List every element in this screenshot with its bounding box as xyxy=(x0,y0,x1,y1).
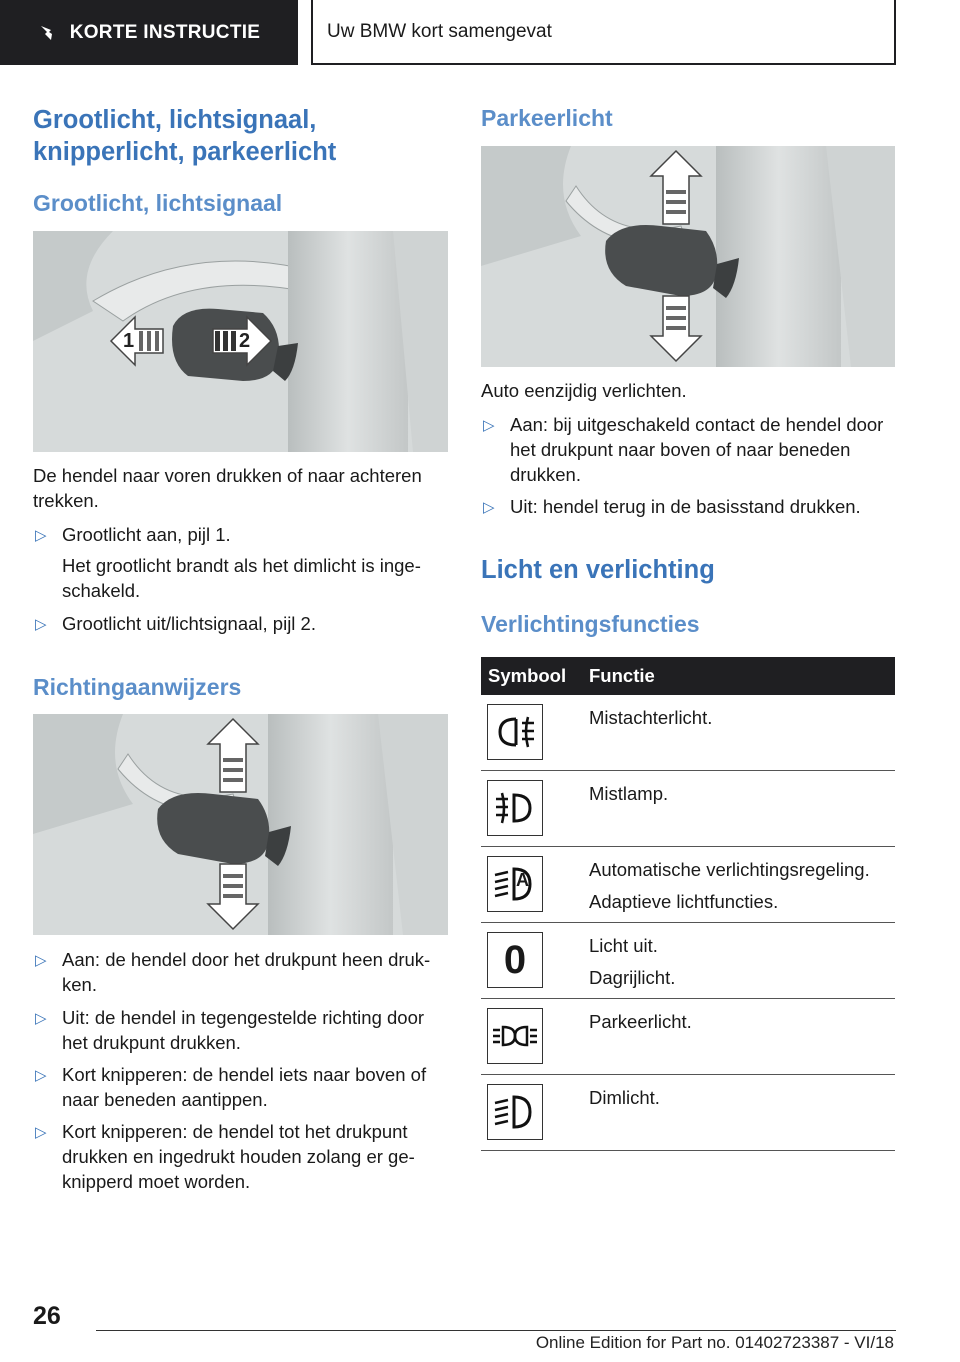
page-title: Grootlicht, lichtsignaal, knipperlicht, parkeerlicht xyxy=(33,106,337,166)
list-item: ▷ Kort knipperen: de hendel iets naar boven of naar beneden aantippen. xyxy=(35,1064,427,1110)
section-title-lighting: Licht en verlichting xyxy=(481,556,715,584)
function-text: Dimlicht. xyxy=(589,1087,660,1108)
high-beam-intro: De hendel naar voren drukken of naar achteren trekken. xyxy=(33,465,422,511)
arrow-label-1: 1 xyxy=(123,330,135,352)
function-text: Automatische verlichtingsregeling. xyxy=(589,859,870,880)
table-row xyxy=(481,695,895,771)
function-text: Mistachterlicht. xyxy=(589,707,713,728)
parking-light-intro: Auto eenzijdig verlichten. xyxy=(481,380,687,401)
function-text: Mistlamp. xyxy=(589,783,669,804)
table-row xyxy=(481,847,895,923)
table-row xyxy=(481,771,895,847)
lighting-functions-table xyxy=(481,657,895,1151)
section-heading-high-beam: Grootlicht, lichtsignaal xyxy=(33,190,283,216)
table-header xyxy=(481,657,895,695)
figure-parking-light-lever xyxy=(481,146,895,367)
function-text: Dagrijlicht. xyxy=(589,967,676,988)
table-row xyxy=(481,923,895,999)
auto-letter: A xyxy=(516,870,529,890)
bullet-triangle-icon: ▷ xyxy=(35,952,47,969)
bullet-triangle-icon: ▷ xyxy=(35,1067,47,1084)
footer-edition: Online Edition for Part no. 01402723387 - VI/18 xyxy=(535,1333,894,1352)
list-item: ▷ Kort knipperen: de hendel tot het drukpunt drukken en ingedrukt houden zolang er ge- knipperd moet worden. xyxy=(35,1121,415,1192)
section-heading-lighting-functions: Verlichtingsfuncties xyxy=(481,611,700,637)
rear-fog-light-icon xyxy=(487,704,543,760)
chapter-title-text: Uw BMW kort samengevat xyxy=(327,20,552,42)
lights-off-digit: 0 xyxy=(503,937,527,982)
list-item: ▷ Aan: de hendel door het drukpunt heen druk- ken. xyxy=(35,949,431,995)
section-heading-parking-light: Parkeerlicht xyxy=(481,105,613,131)
figure-turn-signal-lever xyxy=(33,714,448,935)
table-row xyxy=(481,1075,895,1151)
bullet-triangle-icon: ▷ xyxy=(35,1010,47,1027)
column-header-function: Functie xyxy=(589,665,655,686)
lights-off-icon xyxy=(487,932,543,988)
fog-lamp-icon xyxy=(487,780,543,836)
parking-light-icon xyxy=(487,1008,543,1064)
chapter-tab-label: KORTE INSTRUCTIE xyxy=(69,21,261,43)
list-item: ▷ Uit: hendel terug in de basisstand drukken. xyxy=(481,494,901,519)
list-item: ▷ Aan: bij uitgeschakeld contact de hendel door het drukpunt naar boven of naar beneden drukken. xyxy=(483,414,884,485)
bullet-triangle-icon: ▷ xyxy=(35,1124,47,1141)
list-item: ▷ Grootlicht aan, pijl 1. Het grootlicht brandt als het dimlicht is inge- schakeld. xyxy=(35,524,421,601)
bullet-triangle-icon: ▷ xyxy=(483,499,495,516)
section-heading-turn-signals: Richtingaanwijzers xyxy=(33,674,242,700)
bullet-triangle-icon: ▷ xyxy=(35,527,47,544)
low-beam-icon xyxy=(487,1084,543,1140)
function-text: Licht uit. xyxy=(589,935,658,956)
auto-headlight-icon xyxy=(487,856,543,912)
quick-reference-icon xyxy=(38,23,58,43)
chapter-title xyxy=(311,0,896,65)
arrow-label-2: 2 xyxy=(239,330,251,352)
function-text: Adaptieve lichtfuncties. xyxy=(589,891,779,912)
footer-divider xyxy=(96,1330,896,1331)
table-row xyxy=(481,999,895,1075)
column-header-symbol: Symbool xyxy=(488,665,567,686)
bullet-triangle-icon: ▷ xyxy=(483,417,495,434)
chapter-tab[interactable] xyxy=(0,0,298,65)
figure-high-beam-lever xyxy=(33,231,448,452)
page-number: 26 xyxy=(33,1302,61,1330)
function-text: Parkeerlicht. xyxy=(589,1011,692,1032)
list-item: ▷ Grootlicht uit/lichtsignaal, pijl 2. xyxy=(33,611,448,636)
list-item: ▷ Uit: de hendel in tegengestelde richting door het drukpunt drukken. xyxy=(35,1007,425,1053)
bullet-triangle-icon: ▷ xyxy=(35,616,47,633)
